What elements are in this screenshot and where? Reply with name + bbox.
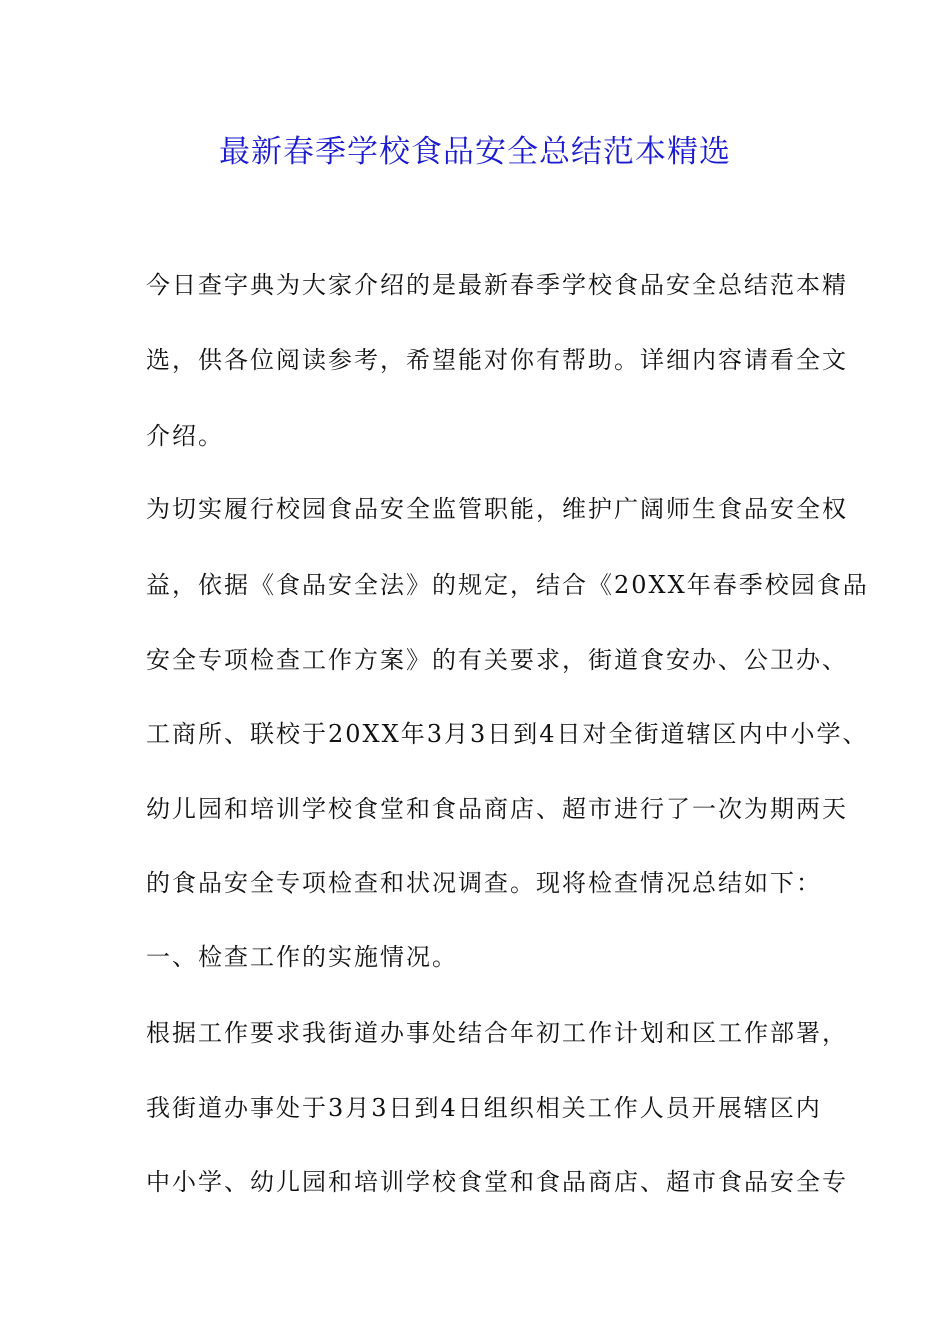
body-line: 安全专项检查工作方案》的有关要求，街道食安办、公卫办、 [146, 646, 848, 674]
body-line: 益，依据《食品安全法》的规定，结合《20XX年春季校园食品 [146, 571, 869, 599]
section-heading: 一、检查工作的实施情况。 [146, 943, 458, 971]
body-line: 工商所、联校于20XX年3月3日到4日对全街道辖区内中小学、 [146, 720, 869, 748]
body-line: 根据工作要求我街道办事处结合年初工作计划和区工作部署， [146, 1019, 848, 1047]
body-line: 今日查字典为大家介绍的是最新春季学校食品安全总结范本精 [146, 271, 848, 299]
body-line: 的食品安全专项检查和状况调查。现将检查情况总结如下： [146, 869, 822, 897]
body-line: 幼儿园和培训学校食堂和食品商店、超市进行了一次为期两天 [146, 795, 848, 823]
body-line: 为切实履行校园食品安全监管职能，维护广阔师生食品安全权 [146, 495, 848, 523]
body-line: 我街道办事处于3月3日到4日组织相关工作人员开展辖区内 [146, 1094, 822, 1122]
body-line: 介绍。 [146, 422, 224, 450]
body-line: 中小学、幼儿园和培训学校食堂和食品商店、超市食品安全专 [146, 1168, 848, 1196]
body-line: 选，供各位阅读参考，希望能对你有帮助。详细内容请看全文 [146, 346, 848, 374]
document-title: 最新春季学校食品安全总结范本精选 [219, 134, 731, 170]
